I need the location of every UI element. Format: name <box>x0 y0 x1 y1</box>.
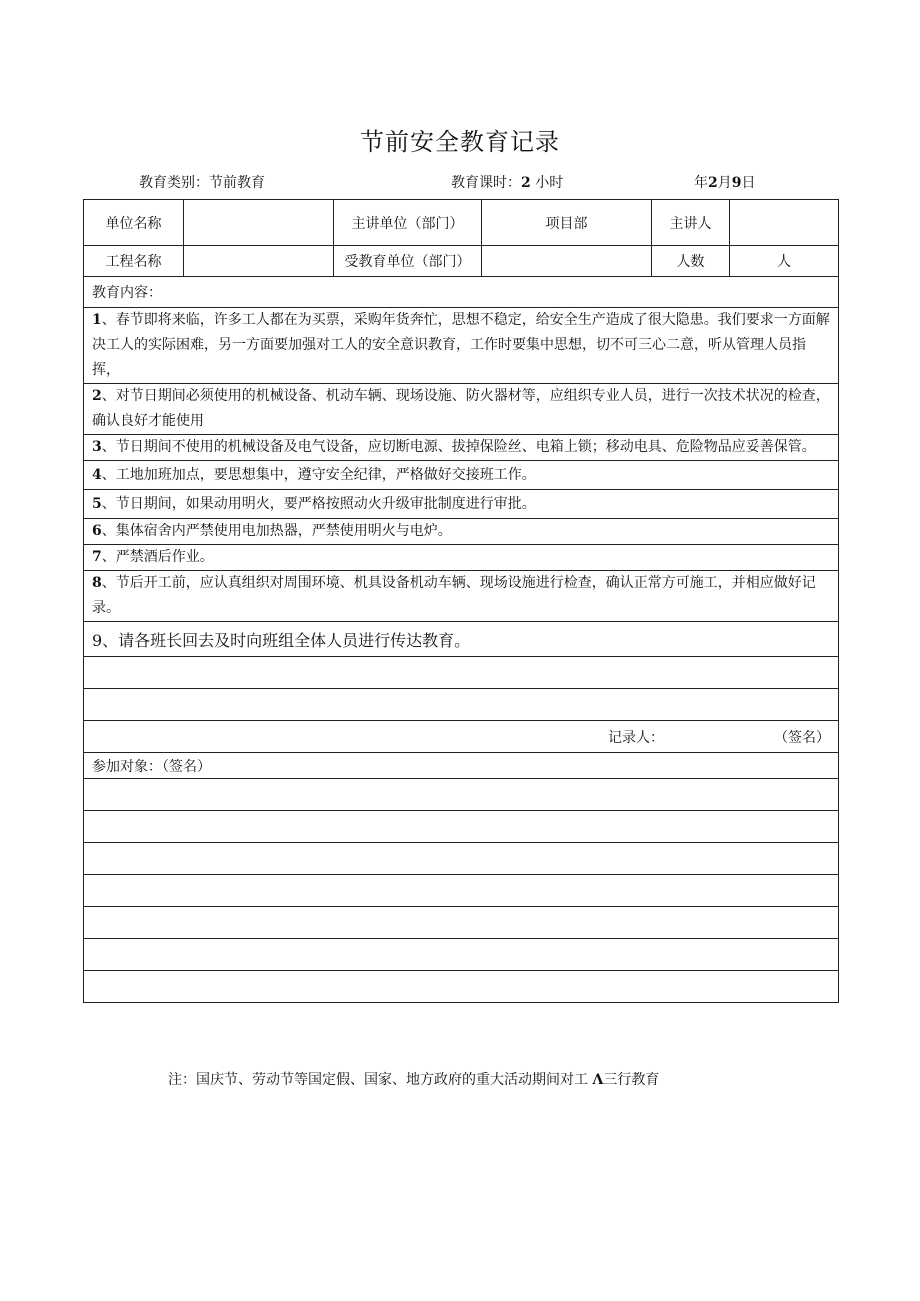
item-text: 、对节日期间必须使用的机械设备、机动车辆、现场设施、防火器材等，应组织专业人员，进行一次技术状况的检查，确认良好才能使用 <box>92 388 830 429</box>
footnote-text-a: 注：国庆节、劳动节等国定假、国家、地方政府的重大活动期间对工 <box>168 1072 588 1088</box>
lecturer-label: 主讲人 <box>652 200 730 246</box>
hours-label: 教育课时： <box>451 175 521 191</box>
item-text: 9、请各班长回去及时向班组全体人员进行传达教育。 <box>84 622 839 657</box>
participants-label: 参加对象：（签名） <box>84 753 839 779</box>
educated-unit-label: 受教育单位（部门） <box>334 246 482 277</box>
headcount-label: 人数 <box>652 246 730 277</box>
item-number: 2 <box>92 388 102 404</box>
info-row-project <box>84 246 839 277</box>
item-text: 、集体宿舍内严禁使用电加热器，严禁使用明火与电炉。 <box>101 523 452 539</box>
education-date <box>694 172 756 192</box>
recorder-sign-hint: （签名） <box>774 729 830 746</box>
item-number: 5 <box>92 495 102 512</box>
lecturer-unit-field[interactable]: 项目部 <box>482 200 652 246</box>
item-number: 7 <box>92 549 102 565</box>
item-text: 、节日期间，如果动用明火，要严格按照动火升级审批制度进行审批。 <box>101 495 536 512</box>
category-label: 教育类别： <box>139 175 209 191</box>
education-category <box>139 172 265 192</box>
blank-row <box>84 689 839 721</box>
content-item-9 <box>84 622 839 657</box>
date-month-num: 2 <box>708 175 718 191</box>
item-text: 、节后开工前，应认真组织对周围环境、机具设备机动车辆、现场设施进行检查，确认正常方可施工，并相应做好记录。 <box>92 575 816 616</box>
blank-row <box>84 843 839 875</box>
content-item <box>84 490 839 519</box>
content-item <box>84 571 839 622</box>
blank-row <box>84 875 839 907</box>
hours-unit: 小时 <box>535 175 564 191</box>
content-label: 教育内容： <box>84 277 839 308</box>
headcount-field[interactable]: 人 <box>730 246 839 277</box>
participants-row <box>84 753 839 779</box>
item-text: 、工地加班加点，要思想集中，遵守安全纪律，严格做好交接班工作。 <box>101 466 536 483</box>
unit-name-field[interactable] <box>184 200 334 246</box>
item-text: 、春节即将来临，许多工人都在为买票，采购年货奔忙，思想不稳定，给安全生产造成了很大隐患。我们要求一方面解决工人的实际困难，另一方面要加强对工人的安全意识教育，工作时要集中思想，切不可三心二意，听从管理人员指挥， <box>92 312 830 378</box>
blank-row <box>84 939 839 971</box>
item-text: 、严禁酒后作业。 <box>101 549 214 565</box>
date-day: 日 <box>741 175 756 191</box>
lecturer-unit-label: 主讲单位（部门） <box>334 200 482 246</box>
content-item <box>84 519 839 545</box>
footnote <box>168 1068 728 1092</box>
blank-row <box>84 971 839 1003</box>
info-row-unit <box>84 200 839 246</box>
recorder-label: 记录人： <box>608 729 664 746</box>
page-title: 节前安全教育记录 <box>360 128 560 156</box>
item-number: 6 <box>92 523 102 539</box>
date-year: 年 <box>694 175 708 191</box>
recorder-row <box>84 721 839 753</box>
content-item <box>84 384 839 435</box>
project-name-field[interactable] <box>184 246 334 277</box>
item-number: 8 <box>92 575 102 591</box>
blank-row <box>84 657 839 689</box>
education-hours <box>451 172 563 192</box>
blank-row <box>84 907 839 939</box>
record-table <box>83 199 839 1003</box>
item-number: 3 <box>92 439 102 455</box>
content-item <box>84 308 839 384</box>
footnote-text-c: 三行教育 <box>603 1072 660 1088</box>
educated-unit-field[interactable] <box>482 246 652 277</box>
date-day-num: 9 <box>731 175 742 191</box>
blank-row <box>84 811 839 843</box>
content-header-row <box>84 277 839 308</box>
item-number: 1 <box>92 312 102 328</box>
content-item <box>84 545 839 571</box>
lecturer-field[interactable] <box>730 200 839 246</box>
content-item <box>84 461 839 490</box>
project-name-label: 工程名称 <box>84 246 184 277</box>
item-number: 4 <box>92 466 102 483</box>
item-text: 、节日期间不使用的机械设备及电气设备，应切断电源、拔掉保险丝、电箱上锁；移动电具、危险物品应妥善保管。 <box>101 439 816 455</box>
date-month: 月 <box>717 175 732 191</box>
footnote-glyph: Λ <box>592 1072 604 1088</box>
category-value: 节前教育 <box>209 175 265 191</box>
unit-name-label: 单位名称 <box>84 200 184 246</box>
content-item <box>84 435 839 461</box>
hours-value: 2 <box>521 175 531 191</box>
blank-row <box>84 779 839 811</box>
